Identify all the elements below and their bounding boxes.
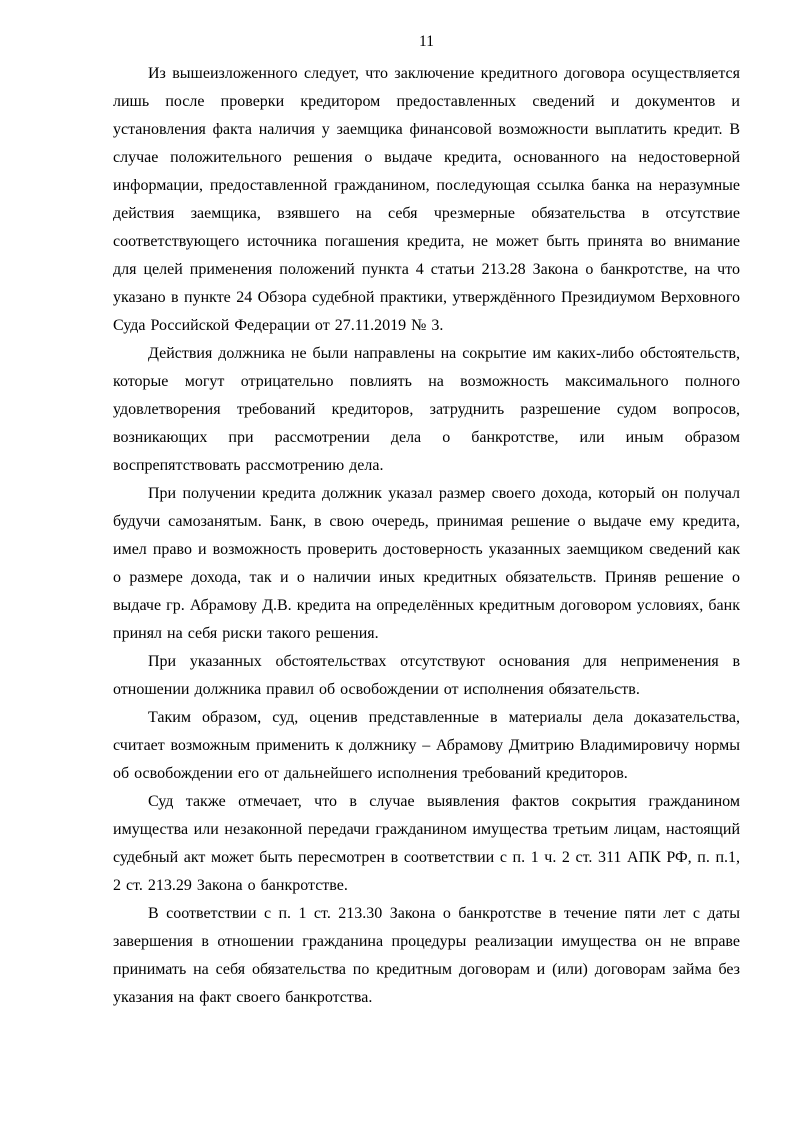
paragraph-no-grounds: При указанных обстоятельствах отсутствуют основания для неприменения в отношении должника правил об освобождении от исполнения обязательств. <box>113 653 740 698</box>
document-body <box>113 60 740 1012</box>
paragraph-debtor-actions: Действия должника не были направлены на сокрытие им каких-либо обстоятельств, которые могут отрицательно повлиять на возможность максимального полного удовлетворения требований кредиторов, затруднить разрешение судом вопросов, возникающих при рассмотрении дела о банкротстве, или иным образом воспрепятствовать рассмотрению дела. <box>113 345 740 474</box>
paragraph-credit-agreement-conclusion: Из вышеизложенного следует, что заключение кредитного договора осуществляется лишь после проверки кредитором предоставленных сведений и документов и установления факта наличия у заемщика финансовой возможности выплатить кредит. В случае положительного решения о выдаче кредита, основанного на недостоверной информации, предоставленной гражданином, последующая ссылка банка на неразумные действия заемщика, взявшего на себя чрезмерные обязательства в отсутствие соответствующего источника погашения кредита, не может быть принята во внимание для целей применения положений пункта 4 статьи 213.28 Закона о банкротстве, на что указано в пункте 24 Обзора судебной практики, утверждённого Президиумом Верховного Суда Российской Федерации от 27.11.2019 № 3. <box>113 65 740 334</box>
page-number: 11 <box>419 33 434 50</box>
paragraph-court-conclusion: Таким образом, суд, оценив представленные в материалы дела доказательства, считает возможным применить к должнику – Абрамову Дмитрию Владимировичу нормы об освобождении его от дальнейшего исполнения требований кредиторов. <box>113 709 740 782</box>
paragraph-revision-possibility: Суд также отмечает, что в случае выявления фактов сокрытия гражданином имущества или незаконной передачи гражданином имущества третьим лицам, настоящий судебный акт может быть пересмотрен в соответствии с п. 1 ч. 2 ст. 311 АПК РФ, п. п.1, 2 ст. 213.29 Закона о банкротстве. <box>113 793 740 894</box>
paragraph-five-year-restriction: В соответствии с п. 1 ст. 213.30 Закона о банкротстве в течение пяти лет с даты завершения в отношении гражданина процедуры реализации имущества он не вправе принимать на себя обязательства по кредитным договорам и (или) договорам займа без указания на факт своего банкротства. <box>113 905 740 1006</box>
paragraph-income-declaration: При получении кредита должник указал размер своего дохода, который он получал будучи самозанятым. Банк, в свою очередь, принимая решение о выдаче ему кредита, имел право и возможность проверить достоверность указанных заемщиком сведений как о размере дохода, так и о наличии иных кредитных обязательств. Приняв решение о выдаче гр. Абрамову Д.В. кредита на определённых кредитным договором условиях, банк принял на себя риски такого решения. <box>113 485 740 642</box>
